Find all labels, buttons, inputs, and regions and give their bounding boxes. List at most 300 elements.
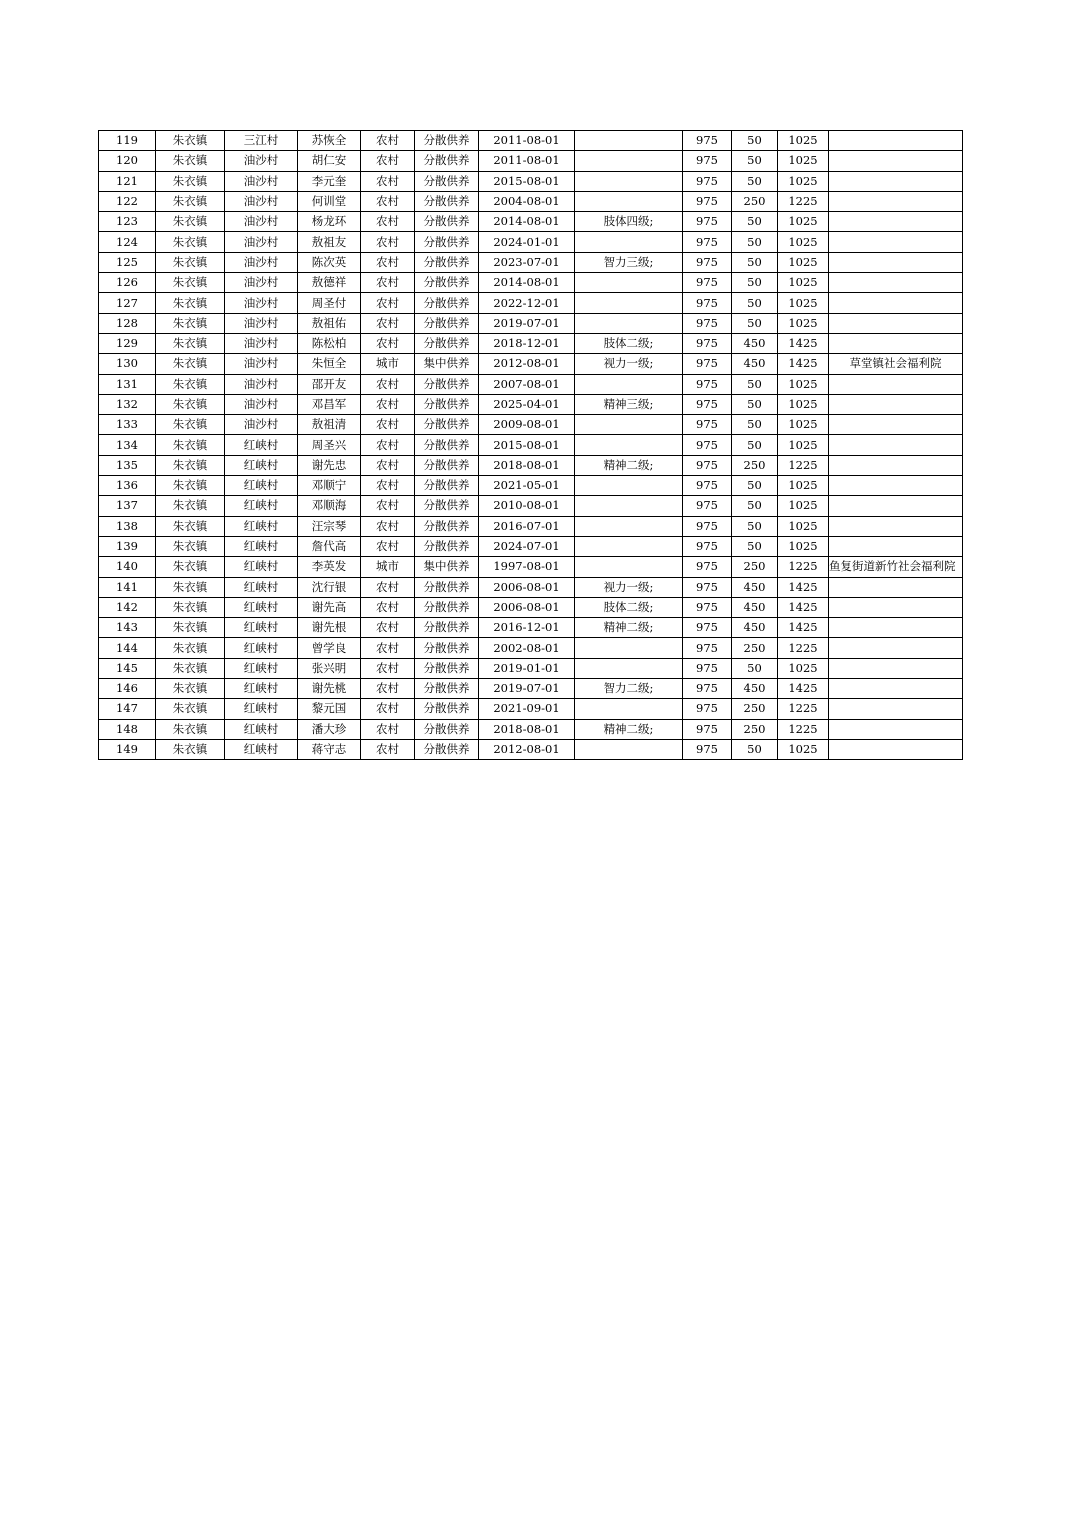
cell-start-date: 2019-01-01 xyxy=(479,658,575,678)
cell-row-number: 120 xyxy=(99,151,156,171)
cell-household-type: 农村 xyxy=(361,333,415,353)
cell-town: 朱衣镇 xyxy=(156,679,225,699)
cell-support-type: 分散供养 xyxy=(415,435,479,455)
cell-household-type: 农村 xyxy=(361,435,415,455)
cell-institution xyxy=(829,719,963,739)
cell-disability-level xyxy=(575,739,683,759)
cell-institution xyxy=(829,415,963,435)
spreadsheet-page xyxy=(98,130,963,760)
cell-start-date: 2011-08-01 xyxy=(479,151,575,171)
cell-base-amount: 975 xyxy=(683,171,732,191)
cell-base-amount: 975 xyxy=(683,394,732,414)
cell-village: 三江村 xyxy=(225,131,298,151)
cell-total-amount: 1425 xyxy=(778,354,829,374)
cell-support-type: 分散供养 xyxy=(415,171,479,191)
table-row xyxy=(99,354,963,374)
cell-village: 红峡村 xyxy=(225,557,298,577)
cell-base-amount: 975 xyxy=(683,151,732,171)
cell-person-name: 邓顺宁 xyxy=(298,476,361,496)
cell-care-amount: 450 xyxy=(732,354,778,374)
cell-care-amount: 50 xyxy=(732,536,778,556)
cell-person-name: 詹代高 xyxy=(298,536,361,556)
cell-row-number: 140 xyxy=(99,557,156,577)
cell-start-date: 2024-07-01 xyxy=(479,536,575,556)
table-row xyxy=(99,679,963,699)
cell-row-number: 142 xyxy=(99,597,156,617)
cell-institution xyxy=(829,131,963,151)
cell-total-amount: 1025 xyxy=(778,374,829,394)
cell-base-amount: 975 xyxy=(683,273,732,293)
cell-support-type: 集中供养 xyxy=(415,354,479,374)
cell-base-amount: 975 xyxy=(683,476,732,496)
cell-town: 朱衣镇 xyxy=(156,516,225,536)
cell-village: 红峡村 xyxy=(225,476,298,496)
cell-person-name: 敖德祥 xyxy=(298,273,361,293)
cell-base-amount: 975 xyxy=(683,313,732,333)
cell-row-number: 143 xyxy=(99,618,156,638)
cell-person-name: 敖祖友 xyxy=(298,232,361,252)
cell-care-amount: 50 xyxy=(732,171,778,191)
cell-institution xyxy=(829,638,963,658)
cell-row-number: 144 xyxy=(99,638,156,658)
cell-support-type: 分散供养 xyxy=(415,313,479,333)
cell-village: 油沙村 xyxy=(225,212,298,232)
cell-institution xyxy=(829,374,963,394)
cell-support-type: 集中供养 xyxy=(415,557,479,577)
table-row xyxy=(99,516,963,536)
cell-base-amount: 975 xyxy=(683,435,732,455)
cell-household-type: 农村 xyxy=(361,191,415,211)
cell-village: 油沙村 xyxy=(225,151,298,171)
cell-start-date: 2022-12-01 xyxy=(479,293,575,313)
cell-base-amount: 975 xyxy=(683,212,732,232)
cell-total-amount: 1025 xyxy=(778,435,829,455)
cell-disability-level: 精神二级; xyxy=(575,455,683,475)
cell-base-amount: 975 xyxy=(683,455,732,475)
cell-row-number: 135 xyxy=(99,455,156,475)
table-row xyxy=(99,131,963,151)
cell-disability-level: 肢体二级; xyxy=(575,333,683,353)
cell-care-amount: 50 xyxy=(732,476,778,496)
cell-base-amount: 975 xyxy=(683,131,732,151)
cell-village: 油沙村 xyxy=(225,273,298,293)
cell-town: 朱衣镇 xyxy=(156,658,225,678)
cell-start-date: 2009-08-01 xyxy=(479,415,575,435)
cell-institution xyxy=(829,333,963,353)
cell-care-amount: 50 xyxy=(732,232,778,252)
cell-care-amount: 50 xyxy=(732,658,778,678)
cell-support-type: 分散供养 xyxy=(415,394,479,414)
cell-support-type: 分散供养 xyxy=(415,719,479,739)
cell-base-amount: 975 xyxy=(683,354,732,374)
cell-base-amount: 975 xyxy=(683,699,732,719)
cell-household-type: 农村 xyxy=(361,536,415,556)
cell-base-amount: 975 xyxy=(683,719,732,739)
cell-institution xyxy=(829,577,963,597)
cell-household-type: 农村 xyxy=(361,394,415,414)
table-row xyxy=(99,658,963,678)
cell-row-number: 141 xyxy=(99,577,156,597)
cell-disability-level xyxy=(575,374,683,394)
cell-village: 红峡村 xyxy=(225,618,298,638)
cell-base-amount: 975 xyxy=(683,577,732,597)
cell-base-amount: 975 xyxy=(683,638,732,658)
cell-institution xyxy=(829,658,963,678)
cell-disability-level: 智力二级; xyxy=(575,679,683,699)
cell-row-number: 147 xyxy=(99,699,156,719)
cell-town: 朱衣镇 xyxy=(156,699,225,719)
cell-village: 红峡村 xyxy=(225,536,298,556)
cell-household-type: 农村 xyxy=(361,739,415,759)
cell-care-amount: 50 xyxy=(732,151,778,171)
cell-disability-level xyxy=(575,151,683,171)
cell-household-type: 农村 xyxy=(361,273,415,293)
table-row xyxy=(99,476,963,496)
cell-total-amount: 1025 xyxy=(778,476,829,496)
cell-row-number: 148 xyxy=(99,719,156,739)
cell-start-date: 2016-12-01 xyxy=(479,618,575,638)
cell-disability-level xyxy=(575,415,683,435)
table-row xyxy=(99,191,963,211)
cell-town: 朱衣镇 xyxy=(156,273,225,293)
cell-institution xyxy=(829,455,963,475)
cell-row-number: 127 xyxy=(99,293,156,313)
cell-disability-level: 视力一级; xyxy=(575,354,683,374)
cell-institution xyxy=(829,252,963,272)
cell-support-type: 分散供养 xyxy=(415,374,479,394)
cell-care-amount: 250 xyxy=(732,719,778,739)
cell-care-amount: 50 xyxy=(732,313,778,333)
cell-start-date: 1997-08-01 xyxy=(479,557,575,577)
table-row xyxy=(99,557,963,577)
cell-support-type: 分散供养 xyxy=(415,333,479,353)
cell-institution xyxy=(829,232,963,252)
cell-support-type: 分散供养 xyxy=(415,739,479,759)
cell-disability-level xyxy=(575,313,683,333)
cell-support-type: 分散供养 xyxy=(415,597,479,617)
cell-disability-level xyxy=(575,171,683,191)
cell-disability-level xyxy=(575,131,683,151)
cell-base-amount: 975 xyxy=(683,232,732,252)
cell-town: 朱衣镇 xyxy=(156,232,225,252)
cell-person-name: 蒋守志 xyxy=(298,739,361,759)
cell-household-type: 农村 xyxy=(361,232,415,252)
cell-town: 朱衣镇 xyxy=(156,333,225,353)
cell-row-number: 123 xyxy=(99,212,156,232)
cell-disability-level xyxy=(575,435,683,455)
cell-base-amount: 975 xyxy=(683,415,732,435)
cell-support-type: 分散供养 xyxy=(415,516,479,536)
cell-institution: 鱼复街道新竹社会福利院 xyxy=(829,557,963,577)
cell-person-name: 张兴明 xyxy=(298,658,361,678)
cell-care-amount: 50 xyxy=(732,212,778,232)
cell-care-amount: 50 xyxy=(732,293,778,313)
cell-disability-level: 智力三级; xyxy=(575,252,683,272)
cell-town: 朱衣镇 xyxy=(156,597,225,617)
cell-village: 红峡村 xyxy=(225,719,298,739)
cell-row-number: 119 xyxy=(99,131,156,151)
cell-person-name: 杨龙环 xyxy=(298,212,361,232)
cell-total-amount: 1425 xyxy=(778,618,829,638)
cell-row-number: 146 xyxy=(99,679,156,699)
cell-village: 红峡村 xyxy=(225,679,298,699)
cell-total-amount: 1225 xyxy=(778,699,829,719)
cell-care-amount: 50 xyxy=(732,516,778,536)
cell-care-amount: 50 xyxy=(732,739,778,759)
table-row xyxy=(99,293,963,313)
cell-base-amount: 975 xyxy=(683,293,732,313)
cell-row-number: 134 xyxy=(99,435,156,455)
cell-town: 朱衣镇 xyxy=(156,394,225,414)
cell-total-amount: 1025 xyxy=(778,516,829,536)
cell-person-name: 李元奎 xyxy=(298,171,361,191)
cell-row-number: 124 xyxy=(99,232,156,252)
cell-village: 油沙村 xyxy=(225,191,298,211)
cell-person-name: 苏恢全 xyxy=(298,131,361,151)
cell-person-name: 周圣付 xyxy=(298,293,361,313)
cell-start-date: 2004-08-01 xyxy=(479,191,575,211)
cell-row-number: 132 xyxy=(99,394,156,414)
cell-total-amount: 1025 xyxy=(778,658,829,678)
cell-person-name: 陈次英 xyxy=(298,252,361,272)
cell-town: 朱衣镇 xyxy=(156,212,225,232)
cell-start-date: 2016-07-01 xyxy=(479,516,575,536)
cell-village: 红峡村 xyxy=(225,597,298,617)
cell-total-amount: 1025 xyxy=(778,171,829,191)
cell-household-type: 农村 xyxy=(361,252,415,272)
cell-total-amount: 1025 xyxy=(778,394,829,414)
cell-row-number: 130 xyxy=(99,354,156,374)
cell-base-amount: 975 xyxy=(683,679,732,699)
cell-disability-level: 肢体四级; xyxy=(575,212,683,232)
cell-support-type: 分散供养 xyxy=(415,496,479,516)
cell-total-amount: 1225 xyxy=(778,191,829,211)
cell-household-type: 农村 xyxy=(361,618,415,638)
cell-start-date: 2006-08-01 xyxy=(479,577,575,597)
cell-row-number: 125 xyxy=(99,252,156,272)
cell-town: 朱衣镇 xyxy=(156,618,225,638)
table-row xyxy=(99,394,963,414)
cell-total-amount: 1025 xyxy=(778,273,829,293)
cell-village: 红峡村 xyxy=(225,435,298,455)
cell-care-amount: 450 xyxy=(732,618,778,638)
cell-base-amount: 975 xyxy=(683,597,732,617)
cell-care-amount: 50 xyxy=(732,435,778,455)
cell-start-date: 2010-08-01 xyxy=(479,496,575,516)
cell-base-amount: 975 xyxy=(683,191,732,211)
cell-start-date: 2012-08-01 xyxy=(479,354,575,374)
cell-row-number: 149 xyxy=(99,739,156,759)
cell-care-amount: 450 xyxy=(732,333,778,353)
cell-disability-level xyxy=(575,638,683,658)
table-row xyxy=(99,577,963,597)
cell-household-type: 农村 xyxy=(361,131,415,151)
cell-care-amount: 450 xyxy=(732,679,778,699)
table-row xyxy=(99,313,963,333)
table-row xyxy=(99,638,963,658)
cell-row-number: 129 xyxy=(99,333,156,353)
cell-start-date: 2023-07-01 xyxy=(479,252,575,272)
cell-household-type: 农村 xyxy=(361,415,415,435)
cell-household-type: 农村 xyxy=(361,313,415,333)
cell-village: 油沙村 xyxy=(225,415,298,435)
cell-village: 红峡村 xyxy=(225,658,298,678)
cell-total-amount: 1025 xyxy=(778,232,829,252)
table-row xyxy=(99,739,963,759)
cell-support-type: 分散供养 xyxy=(415,415,479,435)
cell-support-type: 分散供养 xyxy=(415,536,479,556)
table-row xyxy=(99,374,963,394)
cell-town: 朱衣镇 xyxy=(156,252,225,272)
cell-village: 油沙村 xyxy=(225,394,298,414)
cell-village: 油沙村 xyxy=(225,252,298,272)
cell-total-amount: 1025 xyxy=(778,252,829,272)
records-table xyxy=(98,130,963,760)
cell-household-type: 农村 xyxy=(361,577,415,597)
cell-start-date: 2014-08-01 xyxy=(479,273,575,293)
cell-household-type: 农村 xyxy=(361,516,415,536)
cell-household-type: 城市 xyxy=(361,354,415,374)
cell-institution xyxy=(829,516,963,536)
cell-disability-level xyxy=(575,557,683,577)
cell-disability-level xyxy=(575,232,683,252)
cell-start-date: 2015-08-01 xyxy=(479,435,575,455)
cell-support-type: 分散供养 xyxy=(415,658,479,678)
cell-start-date: 2019-07-01 xyxy=(479,313,575,333)
cell-person-name: 敖祖清 xyxy=(298,415,361,435)
cell-institution xyxy=(829,618,963,638)
cell-person-name: 邓昌军 xyxy=(298,394,361,414)
cell-institution xyxy=(829,536,963,556)
cell-support-type: 分散供养 xyxy=(415,212,479,232)
cell-start-date: 2018-08-01 xyxy=(479,719,575,739)
cell-institution xyxy=(829,212,963,232)
cell-disability-level xyxy=(575,293,683,313)
table-row xyxy=(99,415,963,435)
cell-row-number: 136 xyxy=(99,476,156,496)
cell-care-amount: 50 xyxy=(732,394,778,414)
cell-row-number: 126 xyxy=(99,273,156,293)
cell-person-name: 敖祖佑 xyxy=(298,313,361,333)
cell-village: 红峡村 xyxy=(225,516,298,536)
table-row xyxy=(99,435,963,455)
cell-town: 朱衣镇 xyxy=(156,577,225,597)
cell-person-name: 朱恒全 xyxy=(298,354,361,374)
cell-base-amount: 975 xyxy=(683,739,732,759)
cell-row-number: 139 xyxy=(99,536,156,556)
cell-base-amount: 975 xyxy=(683,536,732,556)
cell-care-amount: 250 xyxy=(732,191,778,211)
cell-institution xyxy=(829,679,963,699)
cell-village: 红峡村 xyxy=(225,496,298,516)
cell-person-name: 邓顺海 xyxy=(298,496,361,516)
cell-institution xyxy=(829,313,963,333)
table-row xyxy=(99,496,963,516)
cell-person-name: 沈行银 xyxy=(298,577,361,597)
cell-person-name: 李英发 xyxy=(298,557,361,577)
cell-household-type: 农村 xyxy=(361,476,415,496)
cell-start-date: 2021-09-01 xyxy=(479,699,575,719)
cell-total-amount: 1425 xyxy=(778,679,829,699)
cell-town: 朱衣镇 xyxy=(156,354,225,374)
cell-institution xyxy=(829,739,963,759)
cell-household-type: 农村 xyxy=(361,293,415,313)
table-row xyxy=(99,699,963,719)
table-row xyxy=(99,597,963,617)
cell-start-date: 2014-08-01 xyxy=(479,212,575,232)
cell-disability-level xyxy=(575,496,683,516)
cell-town: 朱衣镇 xyxy=(156,171,225,191)
cell-disability-level: 精神二级; xyxy=(575,618,683,638)
cell-care-amount: 50 xyxy=(732,374,778,394)
cell-town: 朱衣镇 xyxy=(156,719,225,739)
cell-support-type: 分散供养 xyxy=(415,273,479,293)
cell-start-date: 2015-08-01 xyxy=(479,171,575,191)
cell-total-amount: 1025 xyxy=(778,151,829,171)
cell-support-type: 分散供养 xyxy=(415,232,479,252)
cell-start-date: 2002-08-01 xyxy=(479,638,575,658)
cell-care-amount: 50 xyxy=(732,273,778,293)
cell-disability-level: 精神二级; xyxy=(575,719,683,739)
cell-person-name: 周圣兴 xyxy=(298,435,361,455)
cell-start-date: 2019-07-01 xyxy=(479,679,575,699)
table-row xyxy=(99,151,963,171)
cell-person-name: 汪宗琴 xyxy=(298,516,361,536)
cell-disability-level xyxy=(575,658,683,678)
cell-household-type: 农村 xyxy=(361,699,415,719)
cell-town: 朱衣镇 xyxy=(156,415,225,435)
cell-care-amount: 250 xyxy=(732,638,778,658)
cell-start-date: 2012-08-01 xyxy=(479,739,575,759)
cell-person-name: 谢先忠 xyxy=(298,455,361,475)
cell-household-type: 农村 xyxy=(361,212,415,232)
cell-disability-level xyxy=(575,476,683,496)
cell-start-date: 2011-08-01 xyxy=(479,131,575,151)
cell-town: 朱衣镇 xyxy=(156,557,225,577)
cell-household-type: 农村 xyxy=(361,597,415,617)
cell-row-number: 128 xyxy=(99,313,156,333)
cell-total-amount: 1425 xyxy=(778,597,829,617)
cell-row-number: 122 xyxy=(99,191,156,211)
cell-village: 油沙村 xyxy=(225,171,298,191)
cell-care-amount: 250 xyxy=(732,557,778,577)
cell-total-amount: 1025 xyxy=(778,496,829,516)
cell-support-type: 分散供养 xyxy=(415,131,479,151)
cell-household-type: 农村 xyxy=(361,638,415,658)
cell-start-date: 2025-04-01 xyxy=(479,394,575,414)
cell-row-number: 138 xyxy=(99,516,156,536)
cell-disability-level: 精神三级; xyxy=(575,394,683,414)
cell-person-name: 胡仁安 xyxy=(298,151,361,171)
cell-care-amount: 50 xyxy=(732,415,778,435)
cell-total-amount: 1025 xyxy=(778,212,829,232)
cell-total-amount: 1225 xyxy=(778,455,829,475)
cell-institution xyxy=(829,476,963,496)
cell-disability-level: 肢体二级; xyxy=(575,597,683,617)
cell-care-amount: 50 xyxy=(732,252,778,272)
table-row xyxy=(99,719,963,739)
table-row xyxy=(99,171,963,191)
cell-town: 朱衣镇 xyxy=(156,151,225,171)
cell-start-date: 2024-01-01 xyxy=(479,232,575,252)
cell-total-amount: 1025 xyxy=(778,313,829,333)
table-body xyxy=(99,131,963,760)
cell-institution xyxy=(829,699,963,719)
cell-household-type: 农村 xyxy=(361,171,415,191)
cell-disability-level xyxy=(575,536,683,556)
cell-village: 油沙村 xyxy=(225,333,298,353)
cell-disability-level xyxy=(575,516,683,536)
